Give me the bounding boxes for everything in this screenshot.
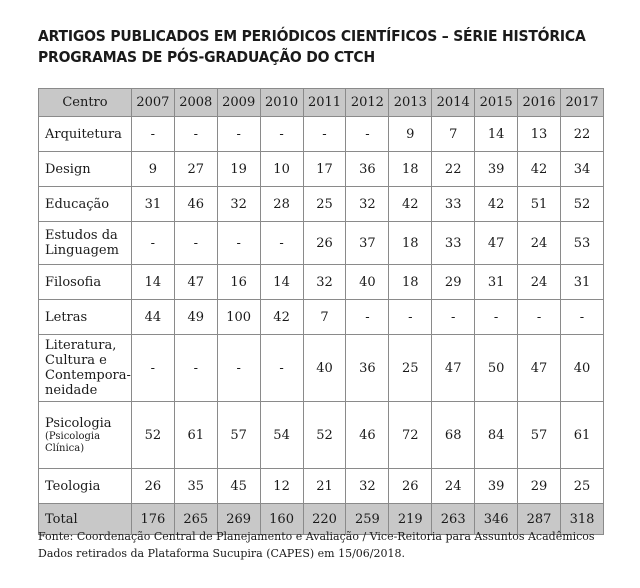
table-cell: 40 xyxy=(560,335,603,402)
table-cell: 14 xyxy=(475,117,518,152)
table-cell: 9 xyxy=(131,152,174,187)
table-cell: 24 xyxy=(518,222,561,265)
table-cell: 52 xyxy=(560,187,603,222)
column-header: Centro xyxy=(39,89,132,117)
table-cell: 31 xyxy=(560,265,603,300)
table-cell: - xyxy=(346,300,389,335)
table-cell: 36 xyxy=(346,152,389,187)
total-cell: 346 xyxy=(475,504,518,535)
table-cell: 13 xyxy=(518,117,561,152)
table-cell: - xyxy=(260,222,303,265)
table-cell: 47 xyxy=(518,335,561,402)
table-row xyxy=(39,300,604,335)
table-cell: 24 xyxy=(432,469,475,504)
table-cell: - xyxy=(432,300,475,335)
table-cell: 47 xyxy=(475,222,518,265)
title-line-1: ARTIGOS PUBLICADOS EM PERIÓDICOS CIENTÍFICOS – SÉRIE HISTÓRICA xyxy=(38,27,586,45)
table-row xyxy=(39,187,604,222)
row-sublabel-line: (Psicologia xyxy=(45,430,101,442)
column-header: 2010 xyxy=(260,89,303,117)
table-cell: 46 xyxy=(346,402,389,469)
table-cell: 29 xyxy=(432,265,475,300)
row-label-text: Teologia xyxy=(45,478,101,494)
source-note xyxy=(38,528,595,562)
table-cell: 51 xyxy=(518,187,561,222)
table-cell: 61 xyxy=(560,402,603,469)
table-cell: 32 xyxy=(303,265,346,300)
table-cell: 40 xyxy=(346,265,389,300)
table-cell: 35 xyxy=(174,469,217,504)
table-cell: 72 xyxy=(389,402,432,469)
table-cell: 14 xyxy=(260,265,303,300)
page-title xyxy=(38,26,587,68)
column-header: 2017 xyxy=(560,89,603,117)
table-cell: 32 xyxy=(346,187,389,222)
table-cell: 36 xyxy=(346,335,389,402)
table-cell: 28 xyxy=(260,187,303,222)
table-cell: 37 xyxy=(346,222,389,265)
table-cell: - xyxy=(260,117,303,152)
table-cell: 46 xyxy=(174,187,217,222)
table-row xyxy=(39,117,604,152)
total-cell: 220 xyxy=(303,504,346,535)
table-cell: - xyxy=(303,117,346,152)
table-cell: - xyxy=(131,335,174,402)
column-header: 2014 xyxy=(432,89,475,117)
table-cell: 52 xyxy=(131,402,174,469)
table-row xyxy=(39,265,604,300)
table-cell: 21 xyxy=(303,469,346,504)
table-cell: 100 xyxy=(217,300,260,335)
row-label xyxy=(39,402,132,469)
column-header: 2013 xyxy=(389,89,432,117)
row-label-text: Psicologia xyxy=(45,415,112,431)
table-cell: 26 xyxy=(303,222,346,265)
row-label-text: Design xyxy=(45,161,91,177)
row-label xyxy=(39,222,132,265)
row-label xyxy=(39,469,132,504)
table-cell: 33 xyxy=(432,187,475,222)
table-cell: - xyxy=(174,117,217,152)
row-label xyxy=(39,335,132,402)
table-cell: 7 xyxy=(303,300,346,335)
total-cell: 176 xyxy=(131,504,174,535)
header-row xyxy=(39,89,604,117)
table-cell: 32 xyxy=(346,469,389,504)
table-cell: 22 xyxy=(560,117,603,152)
total-cell: 160 xyxy=(260,504,303,535)
table-cell: 27 xyxy=(174,152,217,187)
column-header: 2015 xyxy=(475,89,518,117)
table-cell: 19 xyxy=(217,152,260,187)
row-label xyxy=(39,300,132,335)
table-cell: 61 xyxy=(174,402,217,469)
table-cell: 18 xyxy=(389,222,432,265)
table-cell: 39 xyxy=(475,152,518,187)
table-cell: 18 xyxy=(389,265,432,300)
table-cell: 7 xyxy=(432,117,475,152)
table-cell: - xyxy=(217,335,260,402)
row-label-line: Estudos da xyxy=(45,228,118,243)
table-cell: 24 xyxy=(518,265,561,300)
row-label-line: Literatura, xyxy=(45,338,117,353)
column-header: 2007 xyxy=(131,89,174,117)
table-cell: 45 xyxy=(217,469,260,504)
table-cell: 54 xyxy=(260,402,303,469)
table-cell: 29 xyxy=(518,469,561,504)
table-cell: 52 xyxy=(303,402,346,469)
total-label: Total xyxy=(39,504,132,535)
row-label-text: Filosofia xyxy=(45,274,102,290)
table-cell: 32 xyxy=(217,187,260,222)
table-cell: 25 xyxy=(389,335,432,402)
column-header: 2009 xyxy=(217,89,260,117)
row-sublabel-line: Clínica) xyxy=(45,442,85,454)
table-row xyxy=(39,335,604,402)
table-cell: 14 xyxy=(131,265,174,300)
column-header: 2016 xyxy=(518,89,561,117)
column-header: 2008 xyxy=(174,89,217,117)
table-row xyxy=(39,469,604,504)
table-cell: - xyxy=(560,300,603,335)
row-label-line: neidade xyxy=(45,383,98,398)
table-cell: 47 xyxy=(432,335,475,402)
table-cell: 34 xyxy=(560,152,603,187)
table-cell: - xyxy=(346,117,389,152)
row-label xyxy=(39,265,132,300)
table-cell: 53 xyxy=(560,222,603,265)
table-cell: - xyxy=(217,222,260,265)
table-cell: 33 xyxy=(432,222,475,265)
table-cell: - xyxy=(260,335,303,402)
table-cell: - xyxy=(389,300,432,335)
table-cell: 47 xyxy=(174,265,217,300)
table-cell: 26 xyxy=(389,469,432,504)
total-cell: 219 xyxy=(389,504,432,535)
table-cell: 25 xyxy=(303,187,346,222)
table-cell: 40 xyxy=(303,335,346,402)
table-cell: 50 xyxy=(475,335,518,402)
table-row xyxy=(39,152,604,187)
table-cell: - xyxy=(131,222,174,265)
total-cell: 265 xyxy=(174,504,217,535)
row-label-line: Linguagem xyxy=(45,243,119,258)
table-cell: 25 xyxy=(560,469,603,504)
table-cell: - xyxy=(518,300,561,335)
row-label xyxy=(39,117,132,152)
total-cell: 287 xyxy=(518,504,561,535)
total-cell: 269 xyxy=(217,504,260,535)
column-header: 2012 xyxy=(346,89,389,117)
row-label-text: Educação xyxy=(45,196,110,212)
table-cell: 16 xyxy=(217,265,260,300)
table-cell: 31 xyxy=(131,187,174,222)
table-cell: 57 xyxy=(518,402,561,469)
table-cell: 18 xyxy=(389,152,432,187)
row-label xyxy=(39,152,132,187)
table-cell: - xyxy=(174,335,217,402)
table-cell: 42 xyxy=(389,187,432,222)
table-cell: 42 xyxy=(518,152,561,187)
table-row xyxy=(39,222,604,265)
total-cell: 259 xyxy=(346,504,389,535)
table-cell: 26 xyxy=(131,469,174,504)
row-label-text: Letras xyxy=(45,309,88,325)
table-cell: 42 xyxy=(475,187,518,222)
table-cell: 42 xyxy=(260,300,303,335)
table-cell: 17 xyxy=(303,152,346,187)
source-line-2: Dados retirados da Plataforma Sucupira (CAPES) em 15/06/2018. xyxy=(38,547,405,560)
row-label-line: Contempora- xyxy=(45,368,131,383)
total-cell: 263 xyxy=(432,504,475,535)
table-cell: 84 xyxy=(475,402,518,469)
table-cell: 9 xyxy=(389,117,432,152)
column-header: 2011 xyxy=(303,89,346,117)
row-label-line: Cultura e xyxy=(45,353,107,368)
table-cell: 22 xyxy=(432,152,475,187)
row-label-text: Arquitetura xyxy=(45,126,122,142)
table-cell: - xyxy=(174,222,217,265)
table-cell: 68 xyxy=(432,402,475,469)
table-cell: 39 xyxy=(475,469,518,504)
row-label xyxy=(39,187,132,222)
table-cell: 49 xyxy=(174,300,217,335)
table-cell: - xyxy=(475,300,518,335)
table-cell: 44 xyxy=(131,300,174,335)
table-cell: 57 xyxy=(217,402,260,469)
articles-table xyxy=(38,88,604,535)
table-cell: 31 xyxy=(475,265,518,300)
total-cell: 318 xyxy=(560,504,603,535)
table-cell: - xyxy=(217,117,260,152)
title-line-2: PROGRAMAS DE PÓS-GRADUAÇÃO DO CTCH xyxy=(38,48,375,66)
table-row xyxy=(39,402,604,469)
source-line-1: Fonte: Coordenação Central de Planejamento e Avaliação / Vice-Reitoria para Assuntos Acadêmicos xyxy=(38,530,595,543)
table-cell: 12 xyxy=(260,469,303,504)
table-cell: - xyxy=(131,117,174,152)
table-cell: 10 xyxy=(260,152,303,187)
